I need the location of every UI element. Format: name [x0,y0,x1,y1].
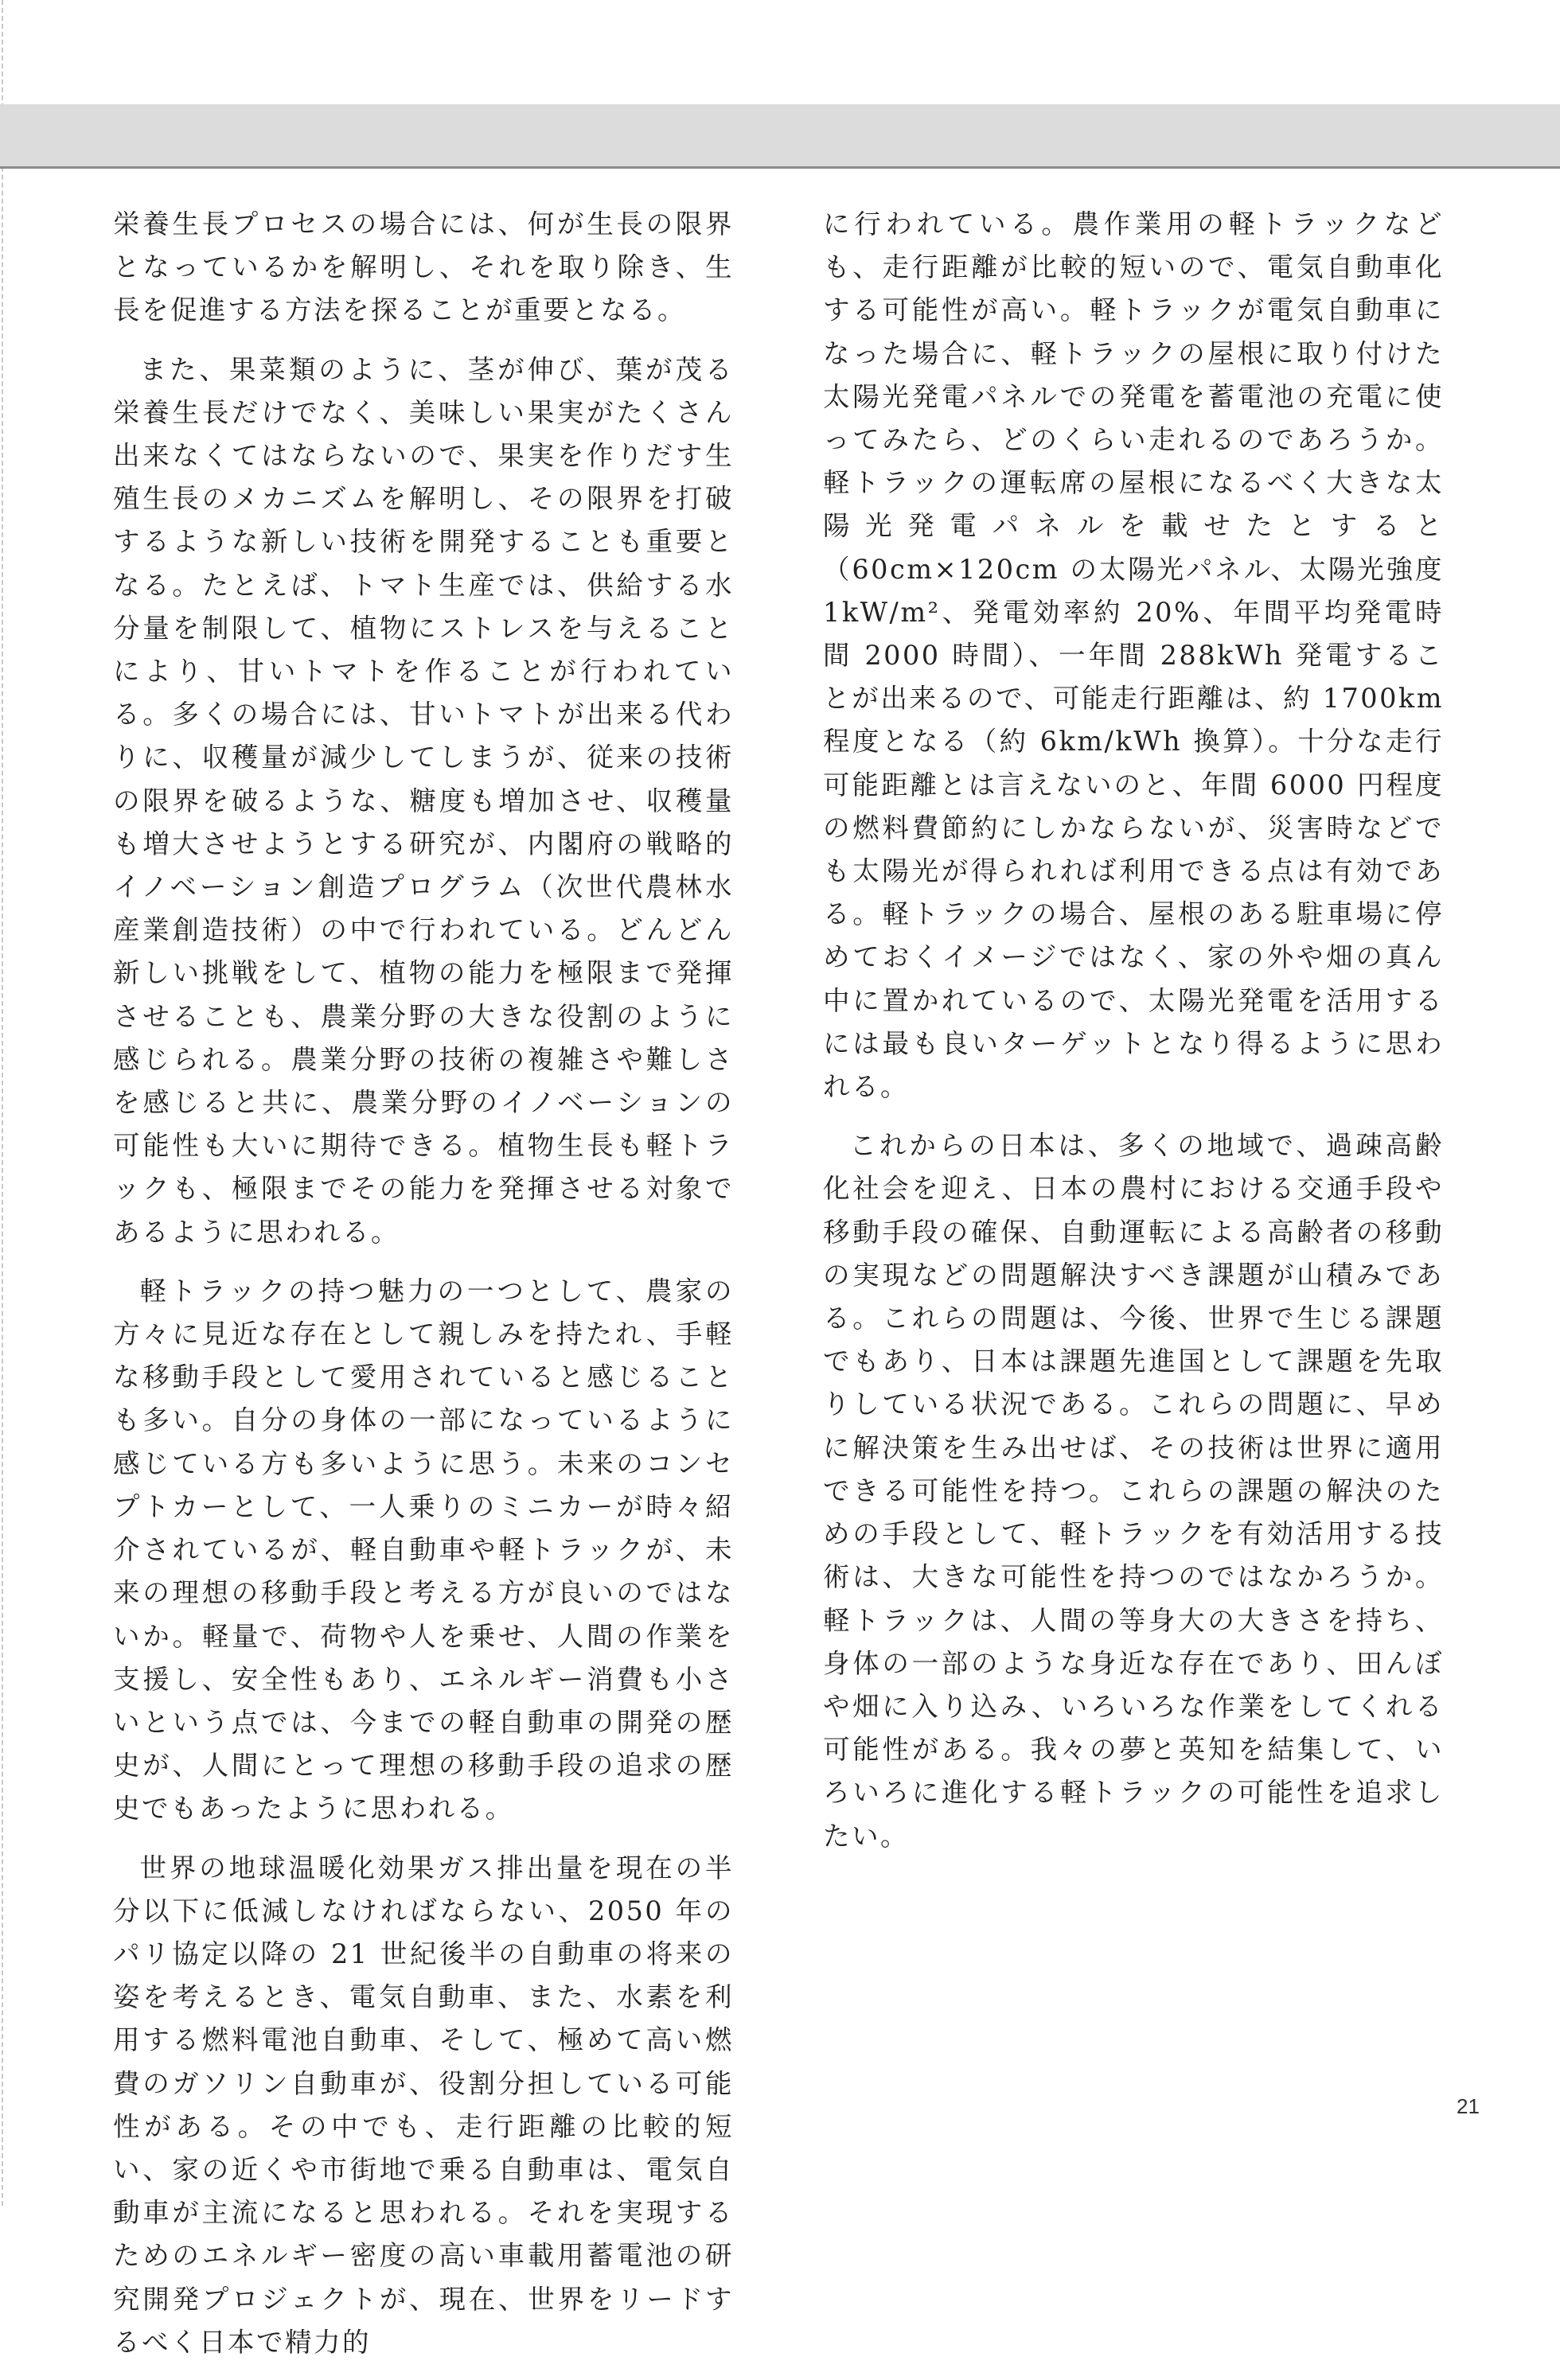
paragraph: 栄養生長プロセスの場合には、何が生長の限界となっているかを解明し、それを取り除き、生長を促進する方法を探ることが重要となる。 [113,208,734,326]
left-text-column [113,203,734,2380]
header-rule [0,166,1560,169]
right-text-column [823,203,1444,1874]
paragraph: 軽トラックの持つ魅力の一つとして、農家の方々に見近な存在として親しみを持たれ、手軽な移動手段として愛用されていると感じることも多い。自分の身体の一部になっているように感じている方も多いように思う。未来のコンセプトカーとして、一人乗りのミニカーが時々紹介されているが、軽自動車や軽トラックが、未来の理想の移動手段と考える方が良いのではないか。軽量で、荷物や人を乗せ、人間の作業を支援し、安全性もあり、エネルギー消費も小さいという点では、今までの軽自動車の開発の歴史が、人間にとって理想の移動手段の追求の歴史でもあったように思われる。 [113,1275,734,1825]
page-margin-dashed-line [2,0,3,2206]
paragraph: に行われている。農作業用の軽トラックなども、走行距離が比較的短いので、電気自動車化する可能性が高い。軽トラックが電気自動車になった場合に、軽トラックの屋根に取り付けた太陽光発電パネルでの発電を蓄電池の充電に使ってみたら、どのくらい走れるのであろうか。軽トラックの運転席の屋根になるべく大きな太陽光発電パネルを載せたとすると（60cm×120cm の太陽光パネル、太陽光強度 1kW/m²、発電効率約 20%、年間平均発電時間 2000 時間）、一年間 288kWh 発電することが出来るので、可能走行距離は、約 1700km 程度となる（約 6km/kWh 換算）。十分な走行可能距離とは言えないのと、年間 6000 円程度の燃料費節約にしかならないが、災害時などでも太陽光が得られれば利用できる点は有効である。軽トラックの場合、屋根のある駐車場に停めておくイメージではなく、家の外や畑の真ん中に置かれているので、太陽光発電を活用するには最も良いターゲットとなり得るように思われる。 [823,208,1444,1103]
paragraph: また、果菜類のように、茎が伸び、葉が茂る栄養生長だけでなく、美味しい果実がたくさん出来なくてはならないので、果実を作りだす生殖生長のメカニズムを解明し、その限界を打破するような新しい技術を開発することも重要となる。たとえば、トマト生産では、供給する水分量を制限して、植物にストレスを与えることにより、甘いトマトを作ることが行われている。多くの場合には、甘いトマトが出来る代わりに、収穫量が減少してしまうが、従来の技術の限界を破るような、糖度も増加させ、収穫量も増大させようとする研究が、内閣府の戦略的イノベーション創造プログラム（次世代農林水産業創造技術）の中で行われている。どんどん新しい挑戦をして、植物の能力を極限まで発揮させることも、農業分野の大きな役割のように感じられる。農業分野の技術の複雑さや難しさを感じると共に、農業分野のイノベーションの可能性も大いに期待できる。植物生長も軽トラックも、極限までその能力を発揮させる対象であるように思われる。 [113,353,734,1248]
paragraph: これからの日本は、多くの地域で、過疎高齢化社会を迎え、日本の農村における交通手段や移動手段の確保、自動運転による高齢者の移動の実現などの問題解決すべき課題が山積みである。これらの問題は、今後、世界で生じる課題でもあり、日本は課題先進国として課題を先取りしている状況である。これらの問題に、早めに解決策を生み出せば、その技術は世界に適用できる可能性を持つ。これらの課題の解決のための手段として、軽トラックを有効活用する技術は、大きな可能性を持つのではなかろうか。軽トラックは、人間の等身大の大きさを持ち、身体の一部のような身近な存在であり、田んぼや畑に入り込み、いろいろな作業をしてくれる可能性がある。我々の夢と英知を結集して、いろいろに進化する軽トラックの可能性を追求したい。 [823,1130,1444,1852]
paragraph: 世界の地球温暖化効果ガス排出量を現在の半分以下に低減しなければならない、2050 年のパリ協定以降の 21 世紀後半の自動車の将来の姿を考えるとき、電気自動車、また、水素を利用する燃料電池自動車、そして、極めて高い燃費のガソリン自動車が、役割分担している可能性がある。その中でも、走行距離の比較的短い、家の近くや市街地で乗る自動車は、電気自動車が主流になると思われる。それを実現するためのエネルギー密度の高い車載用蓄電池の研究開発プロジェクトが、現在、世界をリードするべく日本で精力的 [113,1852,734,2358]
header-band [0,104,1560,166]
page-number: 21 [1457,2094,1480,2118]
